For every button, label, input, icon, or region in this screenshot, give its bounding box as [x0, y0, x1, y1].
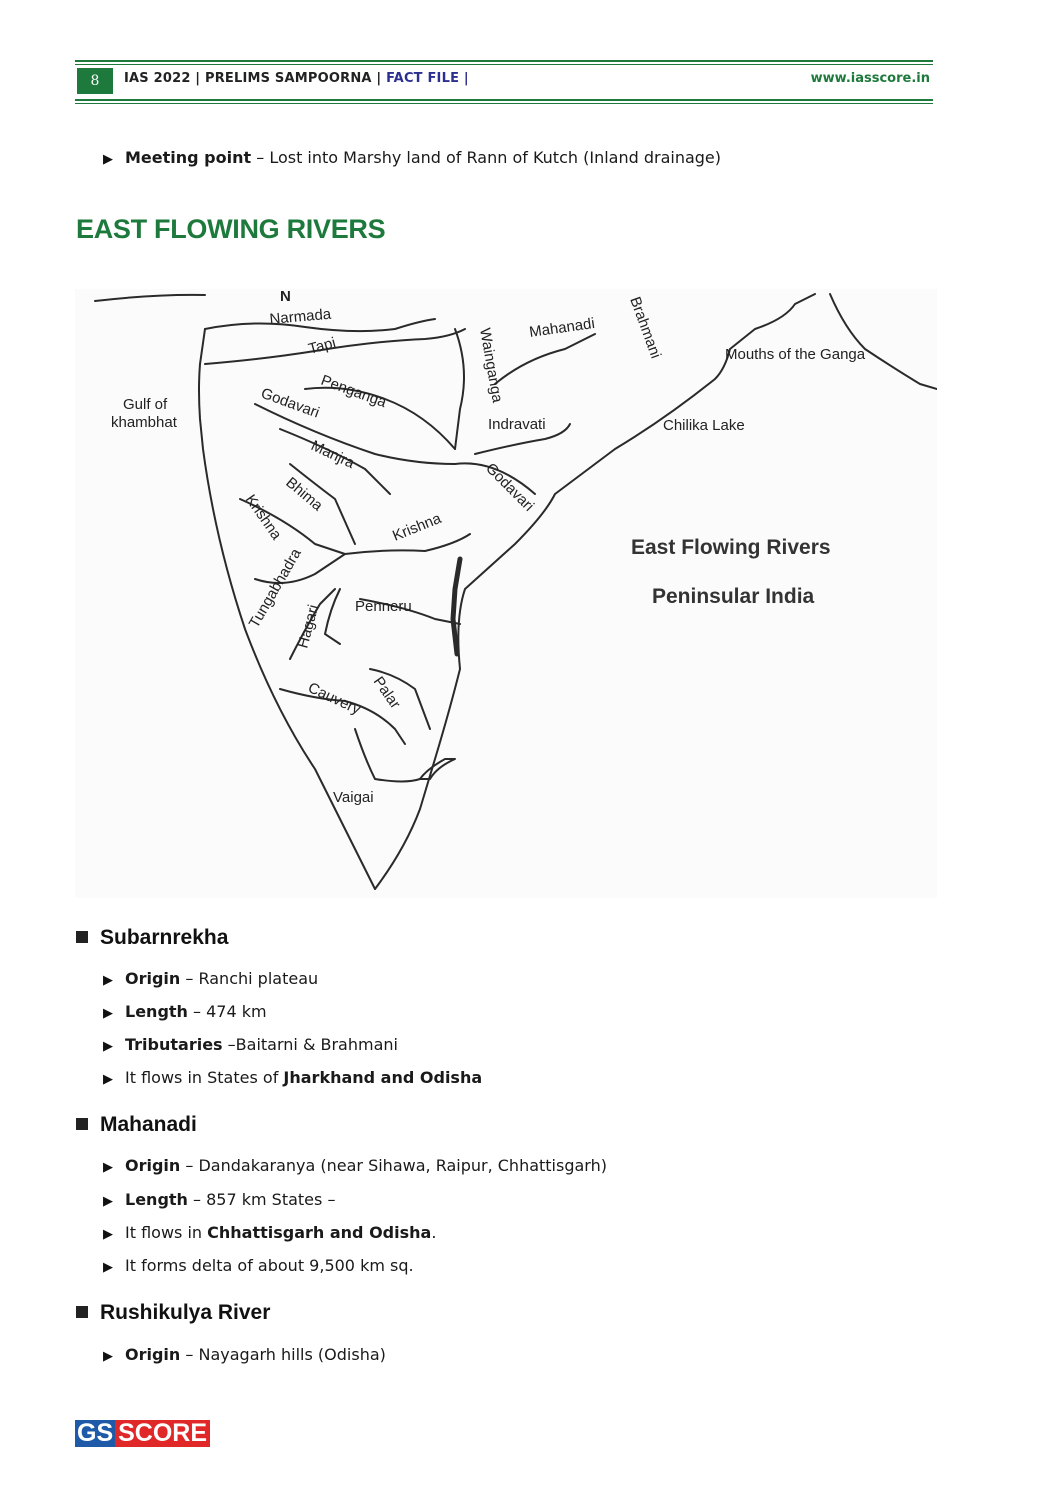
item-text: – Ranchi plateau — [180, 969, 319, 988]
heading-rushikulya — [76, 1301, 270, 1325]
header-title-text: IAS 2022 | PRELIMS SAMPOORNA | — [124, 71, 382, 86]
bullet-arrow-icon: ▶ — [103, 1006, 113, 1021]
meeting-point-item — [103, 148, 721, 167]
bullet-label: Meeting point — [125, 148, 252, 167]
list-item — [103, 969, 318, 988]
map-label-gulf: Gulf of — [123, 396, 168, 413]
header-rule-top — [75, 60, 933, 62]
item-text: – 857 km States – — [187, 1190, 336, 1209]
item-text: It forms delta of about 9,500 km sq. — [125, 1256, 414, 1275]
map-label-bhima: Bhima — [282, 474, 326, 515]
map-label-mouths-ganga: Mouths of the Ganga — [725, 346, 866, 363]
map-label-gulf2: khambhat — [111, 414, 177, 431]
header-rule-mid — [75, 64, 933, 65]
map-label-palar: Palar — [369, 673, 404, 712]
bullet-arrow-icon: ▶ — [103, 973, 113, 988]
list-item — [103, 1156, 607, 1175]
bullet-arrow-icon: ▶ — [103, 1194, 113, 1209]
heading-mahanadi — [76, 1113, 197, 1137]
item-label: Tributaries — [125, 1035, 223, 1054]
bullet-text: – Lost into Marshy land of Rann of Kutch (Inland drainage) — [251, 148, 722, 167]
heading-text: Subarnrekha — [100, 926, 229, 949]
header-title — [124, 71, 469, 86]
map-label-tapi: Tapi — [306, 334, 338, 358]
list-item — [103, 1068, 482, 1087]
square-bullet-icon — [76, 1306, 88, 1318]
item-label: Origin — [125, 969, 181, 988]
map-label-north: N — [280, 289, 291, 305]
map-label-manjra: Manjra — [308, 437, 358, 473]
map-label-krishna-east: Krishna — [390, 509, 444, 545]
header-fact-file: FACT FILE | — [386, 71, 469, 86]
logo-gs: GS — [77, 1419, 114, 1447]
square-bullet-icon — [76, 1118, 88, 1130]
page-number: 8 — [77, 68, 113, 94]
map-title-line2: Peninsular India — [652, 585, 815, 608]
river-map — [75, 289, 937, 898]
item-label: Length — [125, 1190, 188, 1209]
heading-text: Rushikulya River — [100, 1301, 271, 1324]
item-text: – Nayagarh hills (Odisha) — [180, 1345, 386, 1364]
river-map-svg — [75, 289, 937, 898]
header-rule-bottom2 — [75, 103, 933, 104]
item-label: Origin — [125, 1345, 181, 1364]
map-label-penneru: Penneru — [355, 598, 412, 615]
bullet-arrow-icon: ▶ — [103, 1072, 113, 1087]
square-bullet-icon — [76, 931, 88, 943]
logo-score: SCORE — [115, 1420, 210, 1447]
gsscore-logo — [75, 1420, 210, 1447]
header-rule-bottom — [75, 99, 933, 101]
list-item — [103, 1190, 335, 1209]
item-label: Chhattisgarh and Odisha — [207, 1223, 432, 1242]
item-label: Origin — [125, 1156, 181, 1175]
item-text: It flows in States of — [125, 1068, 284, 1087]
item-label: Length — [125, 1002, 188, 1021]
map-label-cauvery: Cauvery — [305, 679, 364, 719]
list-item — [103, 1256, 414, 1275]
map-label-mahanadi: Mahanadi — [528, 314, 596, 341]
map-label-tungabhadra: Tungabhadra — [245, 545, 305, 631]
item-text: –Baitarni & Brahmani — [222, 1035, 398, 1054]
heading-subarnrekha — [76, 926, 228, 950]
list-item — [103, 1345, 386, 1364]
map-label-indravati: Indravati — [488, 416, 546, 433]
bullet-arrow-icon: ▶ — [103, 1160, 113, 1175]
heading-text: Mahanadi — [100, 1113, 197, 1136]
map-title-line1: East Flowing Rivers — [631, 536, 831, 559]
map-label-brahmani: Brahmani — [626, 294, 665, 361]
bullet-arrow-icon: ▶ — [103, 1227, 113, 1242]
item-text-end: . — [431, 1223, 437, 1242]
bullet-arrow-icon: ▶ — [103, 1039, 113, 1054]
map-label-chilika: Chilika Lake — [663, 417, 745, 434]
map-label-krishna-west: Krishna — [241, 491, 285, 543]
section-title: EAST FLOWING RIVERS — [76, 214, 386, 244]
list-item — [103, 1223, 436, 1242]
bullet-arrow-icon: ▶ — [103, 1349, 113, 1364]
map-label-wainganga: Wainganga — [476, 326, 506, 404]
map-label-narmada: Narmada — [268, 305, 332, 328]
list-item — [103, 1002, 267, 1021]
item-text: – Dandakaranya (near Sihawa, Raipur, Chhattisgarh) — [180, 1156, 607, 1175]
header-url[interactable]: www.iasscore.in — [810, 71, 930, 86]
bullet-arrow-icon: ▶ — [103, 152, 113, 167]
list-item — [103, 1035, 398, 1054]
map-label-hagari: Hagari — [294, 602, 323, 651]
item-label: Jharkhand and Odisha — [283, 1068, 483, 1087]
bullet-arrow-icon: ▶ — [103, 1260, 113, 1275]
map-label-godavari-east: Godavari — [482, 459, 538, 515]
map-label-godavari-west: Godavari — [258, 384, 322, 422]
item-text: It flows in — [125, 1223, 208, 1242]
item-text: – 474 km — [187, 1002, 267, 1021]
map-label-penganga: Penganga — [318, 371, 389, 412]
map-label-vaigai: Vaigai — [333, 789, 374, 806]
